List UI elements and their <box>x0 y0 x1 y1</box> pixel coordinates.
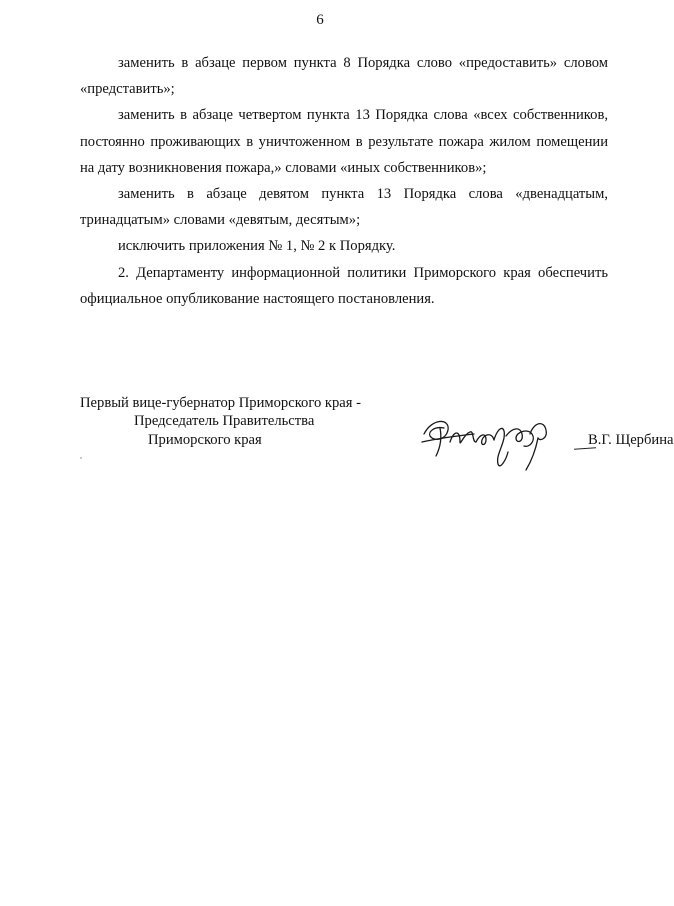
signer-title-line-1: Первый вице-губернатор Приморского края - <box>80 395 362 411</box>
handwritten-signature <box>420 412 570 474</box>
paragraph-3: заменить в абзаце девятом пункта 13 Порядка слова «двенадцатым, тринадцатым» словами «девятым, десятым»; <box>80 186 608 229</box>
document-body <box>80 50 608 312</box>
page-number: 6 <box>316 12 324 28</box>
signature-block <box>80 390 674 470</box>
signer-title-line-3: Приморского края <box>148 432 262 448</box>
signer-title-line-2: Председатель Правительства <box>134 413 315 429</box>
paragraph-1: заменить в абзаце первом пункта 8 Порядка слово «предоставить» словом «представить»; <box>80 55 608 98</box>
paragraph-2: заменить в абзаце четвертом пункта 13 Порядка слова «всех собственников, постоянно проживающих в уничтоженном в результате пожара жилом помещении на дату возникновения пожара,» словами «иных собственников»; <box>80 107 608 176</box>
paragraph-5: 2. Департаменту информационной политики Приморского края обеспечить официальное опубликование настоящего постановления. <box>80 264 608 307</box>
paragraph-4: исключить приложения № 1, № 2 к Порядку. <box>118 238 396 255</box>
scan-speck <box>80 457 82 459</box>
signer-name: В.Г. Щербина <box>588 432 674 448</box>
